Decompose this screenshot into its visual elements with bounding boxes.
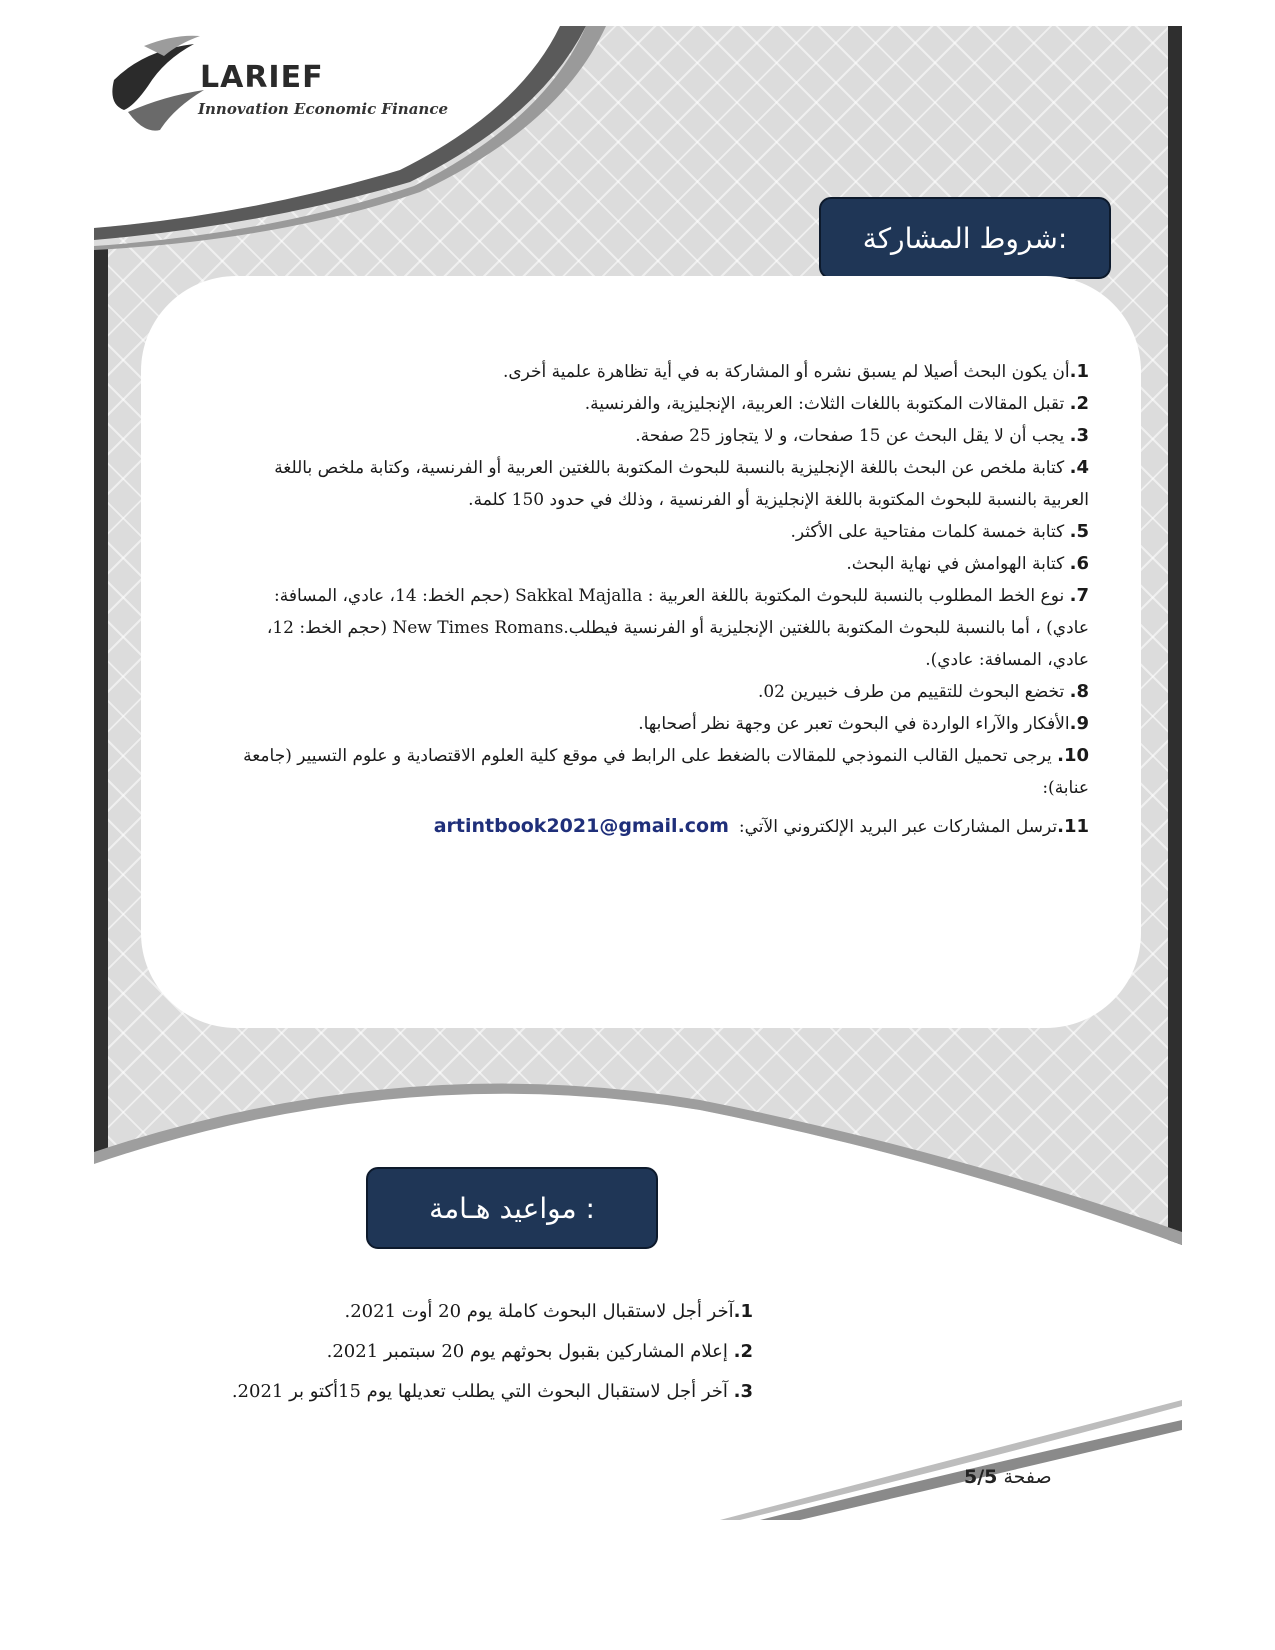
list-item-email: 11.ترسل المشاركات عبر البريد الإلكتروني الآتي:artintbook2021@gmail.com xyxy=(433,815,1089,837)
list-item: 8. تخضع البحوث للتقييم من طرف خبيرين 02. xyxy=(757,681,1089,702)
list-item: 9.الأفكار والآراء الواردة في البحوث تعبر عن وجهة نظر أصحابها. xyxy=(638,713,1089,734)
list-item: 1.آخر أجل لاستقبال البحوث كاملة يوم 20 أوت 2021. xyxy=(344,1301,753,1322)
section-title-dates: مواعيد هـامة : xyxy=(366,1167,658,1249)
list-item: 4. كتابة ملخص عن البحث باللغة الإنجليزية بالنسبة للبحوث المكتوبة باللغتين العربية أو الفرنسية، وكتابة ملخص باللغة العربية بالنسبة للبحوث المكتوبة باللغة الإنجليزية أو الفرنسية ، وذلك في حدود 150 كلمة. xyxy=(274,457,1089,510)
email-link[interactable]: artintbook2021@gmail.com xyxy=(433,815,729,837)
page-footer xyxy=(964,1466,1052,1488)
list-item: 6. كتابة الهوامش في نهاية البحث. xyxy=(846,553,1089,574)
list-item: 5. كتابة خمسة كلمات مفتاحية على الأكثر. xyxy=(790,521,1089,542)
list-item: 1.أن يكون البحث أصيلا لم يسبق نشره أو المشاركة به في أية تظاهرة علمية أخرى. xyxy=(502,361,1089,382)
list-item: 3. آخر أجل لاستقبال البحوث التي يطلب تعديلها يوم 15أكتو بر 2021. xyxy=(231,1381,753,1402)
page-number: 5/5 xyxy=(964,1466,998,1488)
list-item: 3. يجب أن لا يقل البحث عن 15 صفحات، و لا يتجاوز 25 صفحة. xyxy=(635,425,1089,446)
logo-tagline: Innovation Economic Finance xyxy=(198,100,448,118)
logo-name: LARIEF xyxy=(200,60,324,95)
dates-list xyxy=(213,1292,753,1412)
list-item: 10. يرجى تحميل القالب النموذجي للمقالات بالضغط على الرابط في موقع كلية العلوم الاقتصادية و علوم التسيير (جامعة عنابة): xyxy=(243,745,1089,798)
list-item: 7. نوع الخط المطلوب بالنسبة للبحوث المكتوبة باللغة العربية : Sakkal Majalla (حجم الخط: 14، عادي، المسافة: عادي) ، أما بالنسبة للبحوث المكتوبة باللغتين الإنجليزية أو الفرنسية فيطلب.New Times Romans (حجم الخط: 12، عادي، المسافة: عادي). xyxy=(266,585,1089,670)
page-label: صفحة xyxy=(1003,1466,1052,1488)
list-item: 2. إعلام المشاركين بقبول بحوثهم يوم 20 سبتمبر 2021. xyxy=(326,1341,753,1362)
section-title-participation: شروط المشاركة: xyxy=(819,197,1111,279)
conditions-list xyxy=(229,356,1089,843)
list-item: 2. تقبل المقالات المكتوبة باللغات الثلاث: العربية، الإنجليزية، والفرنسية. xyxy=(584,393,1089,414)
